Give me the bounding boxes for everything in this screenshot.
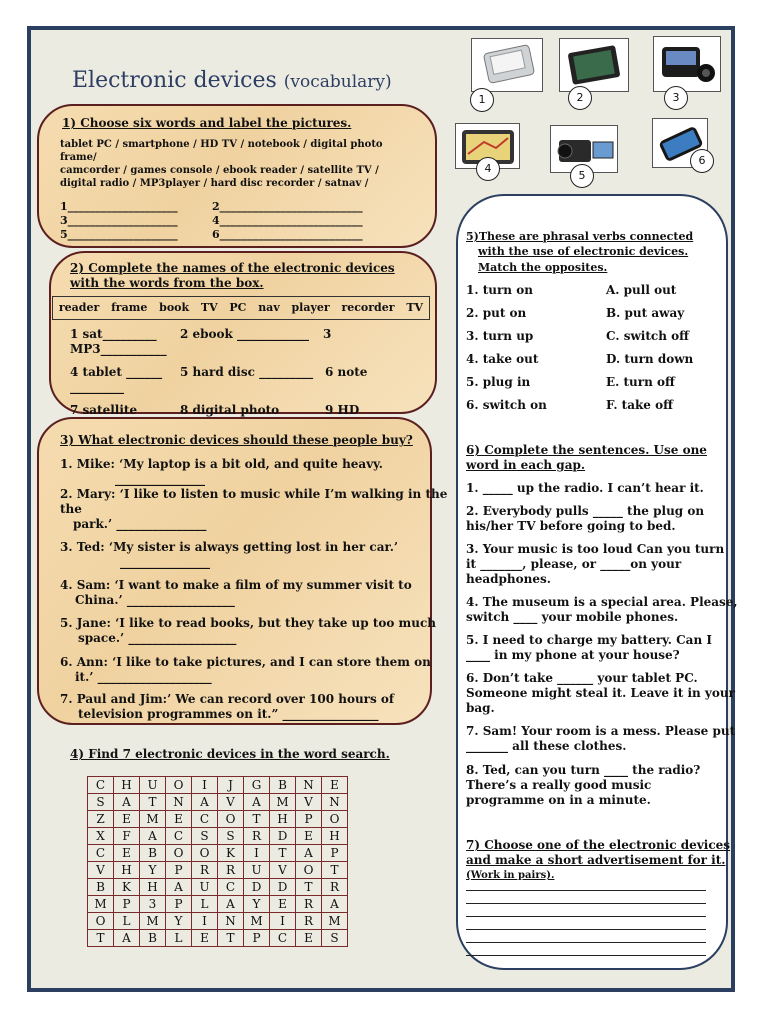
exercise-4-heading: 4) Find 7 electronic devices in the word search. bbox=[70, 747, 390, 761]
word-box bbox=[52, 296, 430, 320]
grid-cell[interactable]: N bbox=[218, 913, 244, 930]
grid-cell[interactable]: H bbox=[114, 862, 140, 879]
ex2-item[interactable]: 5 hard disc _________ bbox=[180, 365, 314, 379]
grid-cell[interactable]: P bbox=[244, 930, 270, 947]
sentence: 2. Everybody pulls _____ the plug on bbox=[466, 504, 705, 518]
title-main: Electronic devices bbox=[72, 68, 277, 93]
grid-cell[interactable]: E bbox=[192, 930, 218, 947]
ex2-item: 7 satellite bbox=[70, 403, 138, 417]
grid-cell[interactable]: I bbox=[244, 845, 270, 862]
grid-cell[interactable]: A bbox=[114, 794, 140, 811]
ex2-item[interactable]: 4 tablet ______ bbox=[70, 365, 163, 379]
grid-cell[interactable]: O bbox=[88, 913, 114, 930]
exercise-7-heading: and make a short advertisement for it. bbox=[466, 853, 726, 867]
ex2-item: 9 HD bbox=[325, 403, 360, 417]
word-list-line: tablet PC / smartphone / HD TV / notebook / digital photo frame/ bbox=[60, 139, 383, 163]
exercise-3-heading: 3) What electronic devices should these people buy? bbox=[60, 433, 413, 447]
grid-cell[interactable]: V bbox=[88, 862, 114, 879]
grid-row bbox=[88, 930, 348, 947]
writing-line[interactable] bbox=[466, 929, 706, 930]
ex2-item: 3 bbox=[323, 327, 332, 341]
grid-cell[interactable]: A bbox=[322, 896, 348, 913]
ebook-reader-icon bbox=[472, 39, 543, 92]
grid-cell[interactable]: A bbox=[296, 845, 322, 862]
grid-cell[interactable]: V bbox=[270, 862, 296, 879]
box-word: player bbox=[291, 301, 330, 314]
digital-photo-frame-icon bbox=[560, 39, 629, 92]
sentence: 7. Sam! Your room is a mess. Please put bbox=[466, 724, 736, 738]
ex3-item: 1. Mike: ‘My laptop is a bit old, and quite heavy. bbox=[60, 457, 383, 471]
grid-cell[interactable]: T bbox=[296, 879, 322, 896]
sentence: 8. Ted, can you turn ____ the radio? bbox=[466, 763, 701, 777]
grid-row bbox=[88, 913, 348, 930]
opposite-verb: A. pull out bbox=[606, 283, 677, 297]
picture-number: 5 bbox=[570, 164, 594, 188]
grid-row bbox=[88, 896, 348, 913]
grid-cell[interactable]: K bbox=[218, 845, 244, 862]
exercise-1-words bbox=[60, 138, 410, 190]
word-list-line: digital radio / MP3player / hard disc recorder / satnav / bbox=[60, 178, 369, 189]
grid-cell[interactable]: G bbox=[244, 777, 270, 794]
grid-cell[interactable]: L bbox=[114, 913, 140, 930]
opposite-verb: B. put away bbox=[606, 306, 685, 320]
answer-blank[interactable]: 2__________________________ bbox=[212, 200, 363, 213]
grid-cell[interactable]: M bbox=[270, 794, 296, 811]
sentence: ____ in my phone at your house? bbox=[466, 648, 680, 662]
grid-cell[interactable]: A bbox=[218, 896, 244, 913]
word-list-line: camcorder / games console / ebook reader / satellite TV / bbox=[60, 165, 379, 176]
ex2-item[interactable]: 6 note bbox=[325, 365, 368, 379]
phrasal-verb: 3. turn up bbox=[466, 329, 534, 343]
picture-number: 6 bbox=[690, 149, 714, 173]
ex2-item[interactable]: 1 sat_________ bbox=[70, 327, 157, 341]
picture-number: 1 bbox=[470, 88, 494, 112]
ex3-answer[interactable]: _______________ bbox=[120, 555, 210, 569]
grid-cell[interactable]: Z bbox=[88, 811, 114, 828]
grid-row bbox=[88, 811, 348, 828]
mp3-player-icon bbox=[654, 37, 721, 92]
answer-blank[interactable]: 5____________________ bbox=[60, 228, 178, 241]
grid-cell[interactable]: A bbox=[166, 879, 192, 896]
picture-2 bbox=[559, 38, 629, 92]
grid-cell[interactable]: D bbox=[270, 879, 296, 896]
exercise-5-heading: with the use of electronic devices. bbox=[478, 245, 689, 258]
sentence: it _______, please, or _____on your bbox=[466, 557, 682, 571]
grid-cell[interactable]: T bbox=[88, 930, 114, 947]
grid-cell[interactable]: U bbox=[140, 777, 166, 794]
grid-cell[interactable]: O bbox=[192, 845, 218, 862]
grid-row bbox=[88, 862, 348, 879]
grid-cell[interactable]: C bbox=[270, 930, 296, 947]
box-word: TV bbox=[200, 301, 218, 314]
exercise-7-heading: 7) Choose one of the electronic devices bbox=[466, 838, 731, 852]
grid-cell[interactable]: E bbox=[166, 811, 192, 828]
ex3-answer[interactable]: television programmes on it.” ________________ bbox=[78, 707, 379, 721]
grid-cell[interactable]: R bbox=[296, 913, 322, 930]
box-word: nav bbox=[258, 301, 280, 314]
box-word: recorder bbox=[341, 301, 395, 314]
word-search-grid[interactable] bbox=[87, 776, 348, 947]
exercise-6-heading: word in each gap. bbox=[466, 458, 586, 472]
ex3-answer[interactable]: China.’ __________________ bbox=[75, 593, 235, 607]
grid-cell[interactable]: T bbox=[140, 794, 166, 811]
grid-cell[interactable]: D bbox=[270, 828, 296, 845]
grid-cell[interactable]: R bbox=[192, 862, 218, 879]
grid-row bbox=[88, 845, 348, 862]
sentence: _______ all these clothes. bbox=[466, 739, 627, 753]
opposite-verb: F. take off bbox=[606, 398, 673, 412]
grid-cell[interactable]: O bbox=[166, 777, 192, 794]
grid-cell[interactable]: L bbox=[192, 896, 218, 913]
writing-line[interactable] bbox=[466, 890, 706, 891]
grid-cell[interactable]: S bbox=[322, 930, 348, 947]
grid-cell[interactable]: V bbox=[296, 794, 322, 811]
grid-cell[interactable]: C bbox=[88, 845, 114, 862]
sentence: bag. bbox=[466, 701, 495, 715]
grid-cell[interactable]: M bbox=[322, 913, 348, 930]
grid-cell[interactable]: R bbox=[244, 828, 270, 845]
grid-row bbox=[88, 828, 348, 845]
grid-row bbox=[88, 879, 348, 896]
ex3-answer[interactable]: _______________ bbox=[115, 472, 205, 486]
grid-cell[interactable]: R bbox=[296, 896, 322, 913]
grid-cell[interactable]: N bbox=[296, 777, 322, 794]
sentence: programme on in a minute. bbox=[466, 793, 651, 807]
sentence: his/her TV before going to bed. bbox=[466, 519, 676, 533]
grid-cell[interactable]: A bbox=[114, 930, 140, 947]
box-word: TV bbox=[406, 301, 424, 314]
grid-cell[interactable]: M bbox=[88, 896, 114, 913]
ex3-item: 4. Sam: ‘I want to make a film of my summer visit to bbox=[60, 578, 412, 592]
grid-cell[interactable]: C bbox=[166, 828, 192, 845]
grid-cell[interactable]: K bbox=[114, 879, 140, 896]
writing-line[interactable] bbox=[466, 955, 706, 956]
ex3-item: 6. Ann: ‘I like to take pictures, and I can store them on bbox=[60, 655, 431, 669]
grid-cell[interactable]: I bbox=[192, 913, 218, 930]
grid-cell[interactable]: P bbox=[166, 862, 192, 879]
box-word: frame bbox=[111, 301, 148, 314]
grid-cell[interactable]: P bbox=[296, 811, 322, 828]
ex3-answer[interactable]: it.’ ___________________ bbox=[75, 670, 212, 684]
box-word: book bbox=[159, 301, 190, 314]
grid-cell[interactable]: I bbox=[192, 777, 218, 794]
sentence: Someone might steal it. Leave it in your bbox=[466, 686, 735, 700]
grid-cell[interactable]: P bbox=[114, 896, 140, 913]
grid-cell[interactable]: S bbox=[192, 828, 218, 845]
picture-number: 4 bbox=[476, 157, 500, 181]
title-sub: (vocabulary) bbox=[283, 72, 392, 92]
writing-line[interactable] bbox=[466, 916, 706, 917]
ex3-item: 7. Paul and Jim:’ We can record over 100 hours of bbox=[60, 692, 395, 706]
grid-cell[interactable]: R bbox=[322, 879, 348, 896]
grid-cell[interactable]: C bbox=[192, 811, 218, 828]
phrasal-verb: 2. put on bbox=[466, 306, 527, 320]
grid-cell[interactable]: B bbox=[88, 879, 114, 896]
phrasal-verb: 1. turn on bbox=[466, 283, 533, 297]
opposite-verb: E. turn off bbox=[606, 375, 675, 389]
grid-cell[interactable]: E bbox=[296, 828, 322, 845]
answer-blank[interactable]: 6__________________________ bbox=[212, 228, 363, 241]
sentence: 6. Don’t take ______ your tablet PC. bbox=[466, 671, 698, 685]
exercise-5-heading: Match the opposites. bbox=[478, 261, 608, 274]
sentence: 3. Your music is too loud Can you turn bbox=[466, 542, 725, 556]
exercise-6-heading: 6) Complete the sentences. Use one bbox=[466, 443, 707, 457]
opposite-verb: D. turn down bbox=[606, 352, 694, 366]
writing-line[interactable] bbox=[466, 942, 706, 943]
grid-cell[interactable]: P bbox=[166, 896, 192, 913]
ex3-label: the bbox=[60, 502, 82, 516]
grid-cell[interactable]: E bbox=[114, 811, 140, 828]
grid-cell[interactable]: U bbox=[244, 862, 270, 879]
grid-cell[interactable]: O bbox=[218, 811, 244, 828]
grid-cell[interactable]: E bbox=[270, 896, 296, 913]
grid-cell[interactable]: S bbox=[218, 828, 244, 845]
ex2-item[interactable]: _________ bbox=[70, 380, 124, 394]
ex3-item: 3. Ted: ‘My sister is always getting lost in her car.’ bbox=[60, 540, 399, 554]
sentence: headphones. bbox=[466, 572, 551, 586]
grid-cell[interactable]: T bbox=[218, 930, 244, 947]
grid-cell[interactable]: T bbox=[244, 811, 270, 828]
sentence: 1. _____ up the radio. I can’t hear it. bbox=[466, 481, 704, 495]
grid-cell[interactable]: N bbox=[322, 794, 348, 811]
grid-cell[interactable]: 3 bbox=[140, 896, 166, 913]
grid-cell[interactable]: E bbox=[296, 930, 322, 947]
grid-cell[interactable]: Y bbox=[166, 913, 192, 930]
grid-cell[interactable]: A bbox=[140, 828, 166, 845]
grid-cell[interactable]: M bbox=[140, 811, 166, 828]
exercise-5-heading: 5)These are phrasal verbs connected bbox=[466, 230, 694, 243]
grid-cell[interactable]: C bbox=[218, 879, 244, 896]
phrasal-verb: 6. switch on bbox=[466, 398, 547, 412]
grid-cell[interactable]: O bbox=[166, 845, 192, 862]
grid-cell[interactable]: H bbox=[114, 777, 140, 794]
grid-cell[interactable]: F bbox=[114, 828, 140, 845]
grid-row bbox=[88, 794, 348, 811]
grid-row bbox=[88, 777, 348, 794]
exercise-7-note: (Work in pairs). bbox=[466, 870, 555, 881]
sentence: 4. The museum is a special area. Please, bbox=[466, 595, 738, 609]
ex3-item: 5. Jane: ‘I like to read books, but they take up too much bbox=[60, 616, 436, 630]
sentence: switch ____ your mobile phones. bbox=[466, 610, 679, 624]
grid-cell[interactable]: H bbox=[270, 811, 296, 828]
grid-cell[interactable]: Y bbox=[244, 896, 270, 913]
picture-number: 2 bbox=[568, 86, 592, 110]
grid-cell[interactable]: A bbox=[244, 794, 270, 811]
grid-cell[interactable]: B bbox=[140, 930, 166, 947]
grid-cell[interactable]: J bbox=[218, 777, 244, 794]
grid-cell[interactable]: A bbox=[192, 794, 218, 811]
answer-blank[interactable]: 1____________________ bbox=[60, 200, 178, 213]
grid-cell[interactable]: E bbox=[322, 777, 348, 794]
grid-cell[interactable]: N bbox=[166, 794, 192, 811]
grid-cell[interactable]: M bbox=[140, 913, 166, 930]
grid-cell[interactable]: H bbox=[140, 879, 166, 896]
grid-cell[interactable]: M bbox=[244, 913, 270, 930]
picture-1 bbox=[471, 38, 543, 92]
grid-cell[interactable]: P bbox=[322, 845, 348, 862]
grid-cell[interactable]: T bbox=[322, 862, 348, 879]
grid-cell[interactable]: B bbox=[140, 845, 166, 862]
grid-cell[interactable]: L bbox=[166, 930, 192, 947]
grid-cell[interactable]: V bbox=[218, 794, 244, 811]
ex3-item: 2. Mary: ‘I like to listen to music while I’m walking in the bbox=[60, 487, 448, 501]
grid-cell[interactable]: E bbox=[114, 845, 140, 862]
box-word: reader bbox=[58, 301, 100, 314]
picture-number: 3 bbox=[664, 86, 688, 110]
grid-cell[interactable]: Y bbox=[140, 862, 166, 879]
grid-cell[interactable]: T bbox=[270, 845, 296, 862]
exercise-2-heading: 2) Complete the names of the electronic devices with the words from the box. bbox=[70, 261, 395, 290]
exercise-1-heading: 1) Choose six words and label the pictures. bbox=[62, 116, 352, 130]
ex3-answer[interactable]: park.’ _______________ bbox=[73, 517, 207, 531]
phrasal-verb: 4. take out bbox=[466, 352, 539, 366]
grid-cell[interactable]: H bbox=[322, 828, 348, 845]
grid-cell[interactable]: I bbox=[270, 913, 296, 930]
grid-cell[interactable]: S bbox=[88, 794, 114, 811]
grid-cell[interactable]: B bbox=[270, 777, 296, 794]
grid-cell[interactable]: X bbox=[88, 828, 114, 845]
opposite-verb: C. switch off bbox=[606, 329, 689, 343]
ex2-item: 8 digital photo bbox=[180, 403, 280, 417]
grid-cell[interactable]: O bbox=[322, 811, 348, 828]
grid-cell[interactable]: O bbox=[296, 862, 322, 879]
grid-cell[interactable]: U bbox=[192, 879, 218, 896]
answer-blank[interactable]: 3____________________ bbox=[60, 214, 178, 227]
phrasal-verb: 5. plug in bbox=[466, 375, 531, 389]
ex2-item[interactable]: MP3___________ bbox=[70, 342, 167, 356]
grid-cell[interactable]: D bbox=[244, 879, 270, 896]
grid-cell[interactable]: C bbox=[88, 777, 114, 794]
grid-cell[interactable]: R bbox=[218, 862, 244, 879]
picture-3 bbox=[653, 36, 721, 92]
page-title bbox=[72, 68, 392, 93]
ex3-answer[interactable]: space.’ __________________ bbox=[78, 631, 237, 645]
ex2-item[interactable]: 2 ebook ____________ bbox=[180, 327, 310, 341]
answer-blank[interactable]: 4__________________________ bbox=[212, 214, 363, 227]
sentence: There’s a really good music bbox=[466, 778, 652, 792]
writing-line[interactable] bbox=[466, 903, 706, 904]
box-word: PC bbox=[229, 301, 247, 314]
sentence: 5. I need to charge my battery. Can I bbox=[466, 633, 712, 647]
